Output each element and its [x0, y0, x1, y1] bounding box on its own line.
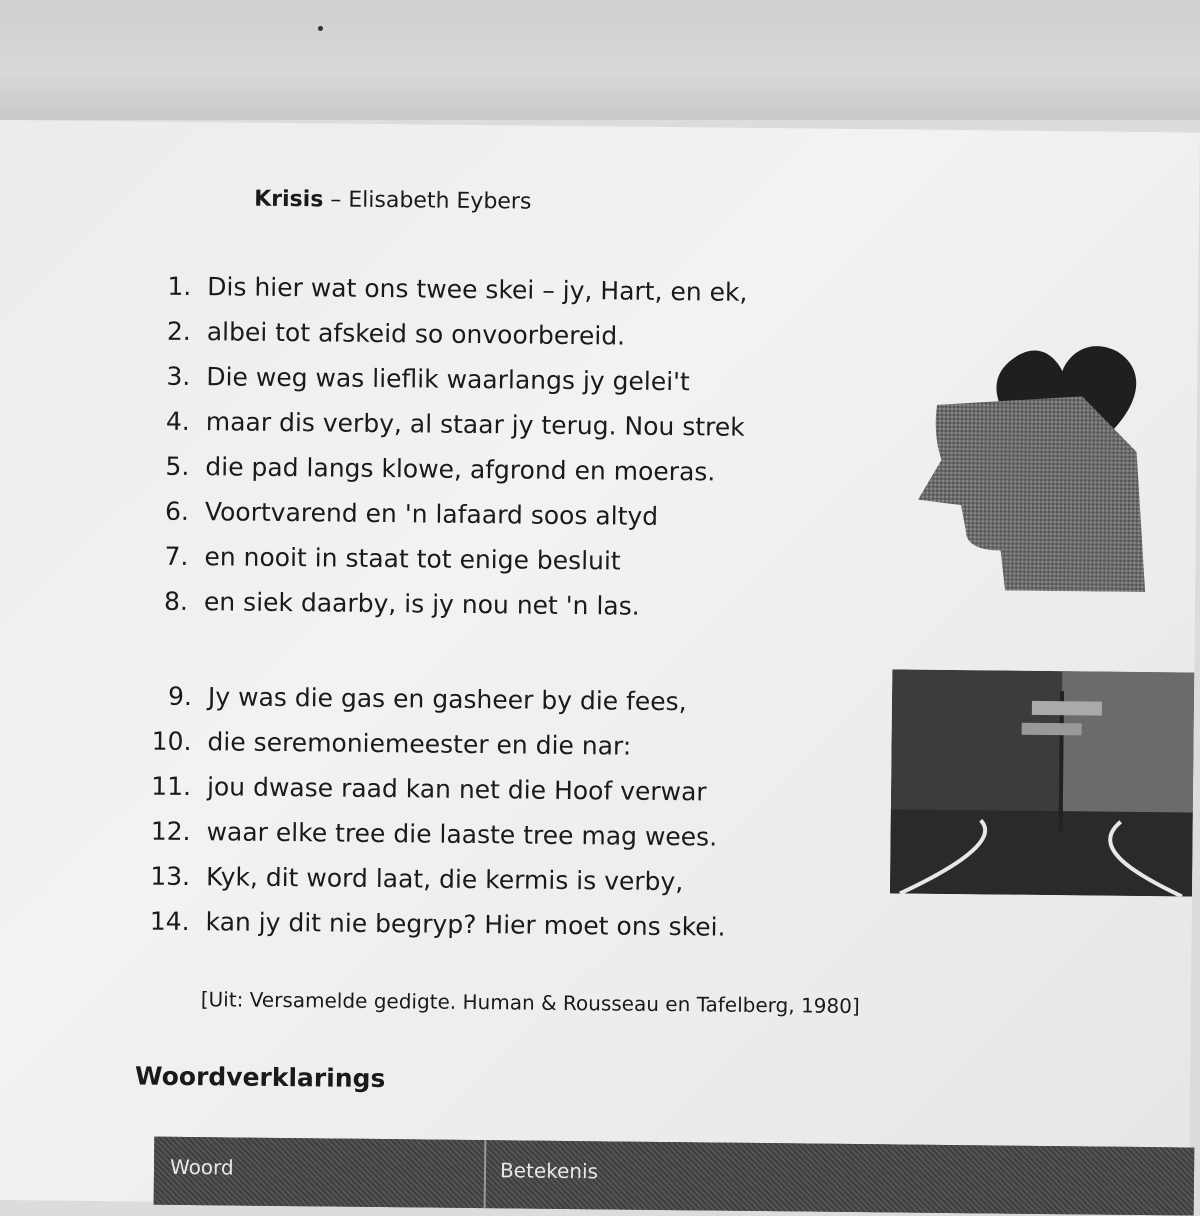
poem-title	[254, 187, 531, 215]
line-text: en siek daarby, is jy nou net 'n las.	[203, 587, 640, 621]
poem-line	[144, 682, 687, 717]
line-text: en nooit in staat tot enige besluit	[204, 542, 621, 576]
line-text: kan jy dit nie begryp? Hier moet ons skei.	[205, 907, 726, 942]
line-text: Die weg was lieflik waarlangs jy gelei't	[206, 362, 690, 397]
poem-line	[141, 496, 659, 530]
line-number: 8.	[163, 586, 189, 616]
poem-line	[142, 817, 717, 852]
line-text: albei tot afskeid so onvoorbereid.	[206, 317, 626, 351]
line-number: 3.	[166, 361, 191, 392]
glossary-heading: Woordverklarings	[134, 1061, 386, 1094]
line-number: 10.	[151, 726, 192, 757]
line-text: die seremoniemeester en die nar:	[207, 727, 632, 761]
line-text: Jy was die gas en gasheer by die fees,	[207, 682, 687, 717]
head-with-heart-illustration	[905, 300, 1198, 593]
poem-line	[142, 407, 745, 442]
line-number: 6.	[164, 496, 190, 526]
poem-line	[140, 541, 621, 575]
line-text: Kyk, dit word laat, die kermis is verby,	[205, 862, 684, 897]
poem-line	[141, 907, 725, 942]
poem-line	[143, 727, 631, 761]
speck	[318, 26, 323, 31]
line-number: 5.	[165, 451, 190, 482]
document-page	[0, 120, 1200, 1213]
line-text: Voortvarend en 'n lafaard soos altyd	[204, 497, 659, 531]
column-header-word: Woord	[169, 1154, 234, 1180]
column-divider	[484, 1140, 487, 1208]
signpost-icon	[1032, 701, 1102, 716]
poem-line	[141, 452, 715, 487]
poem-title-name: Krisis	[254, 186, 324, 213]
line-number: 2.	[166, 316, 191, 347]
poem-title-author: – Elisabeth Eybers	[323, 187, 532, 215]
background-surface	[0, 0, 1200, 120]
line-text: waar elke tree die laaste tree mag wees.	[206, 817, 718, 852]
line-number: 4.	[165, 406, 191, 437]
poem-line	[143, 317, 626, 351]
poem-line	[143, 772, 707, 807]
poem-line	[140, 586, 640, 620]
line-text: Dis hier wat ons twee skei – jy, Hart, en ek,	[207, 272, 748, 307]
crossroads-photo	[890, 669, 1194, 896]
glossary-table-header	[154, 1137, 1195, 1216]
line-number: 7.	[164, 541, 189, 571]
line-number: 13.	[150, 861, 191, 892]
line-text: jou dwase raad kan net die Hoof verwar	[206, 772, 707, 807]
poem-line	[142, 362, 690, 397]
line-number: 14.	[149, 906, 190, 937]
poem-source: [Uit: Versamelde gedigte. Human & Rousseau en Tafelberg, 1980]	[200, 987, 860, 1019]
line-number: 9.	[167, 681, 193, 712]
line-number: 12.	[150, 816, 191, 847]
line-number: 11.	[151, 771, 192, 802]
poem-line	[142, 862, 683, 897]
line-number: 1.	[167, 271, 192, 302]
line-text: maar dis verby, al staar jy terug. Nou strek	[205, 407, 745, 442]
poem-line	[143, 272, 747, 307]
line-text: die pad langs klowe, afgrond en moeras.	[205, 452, 716, 487]
column-header-meaning: Betekenis	[499, 1158, 599, 1184]
